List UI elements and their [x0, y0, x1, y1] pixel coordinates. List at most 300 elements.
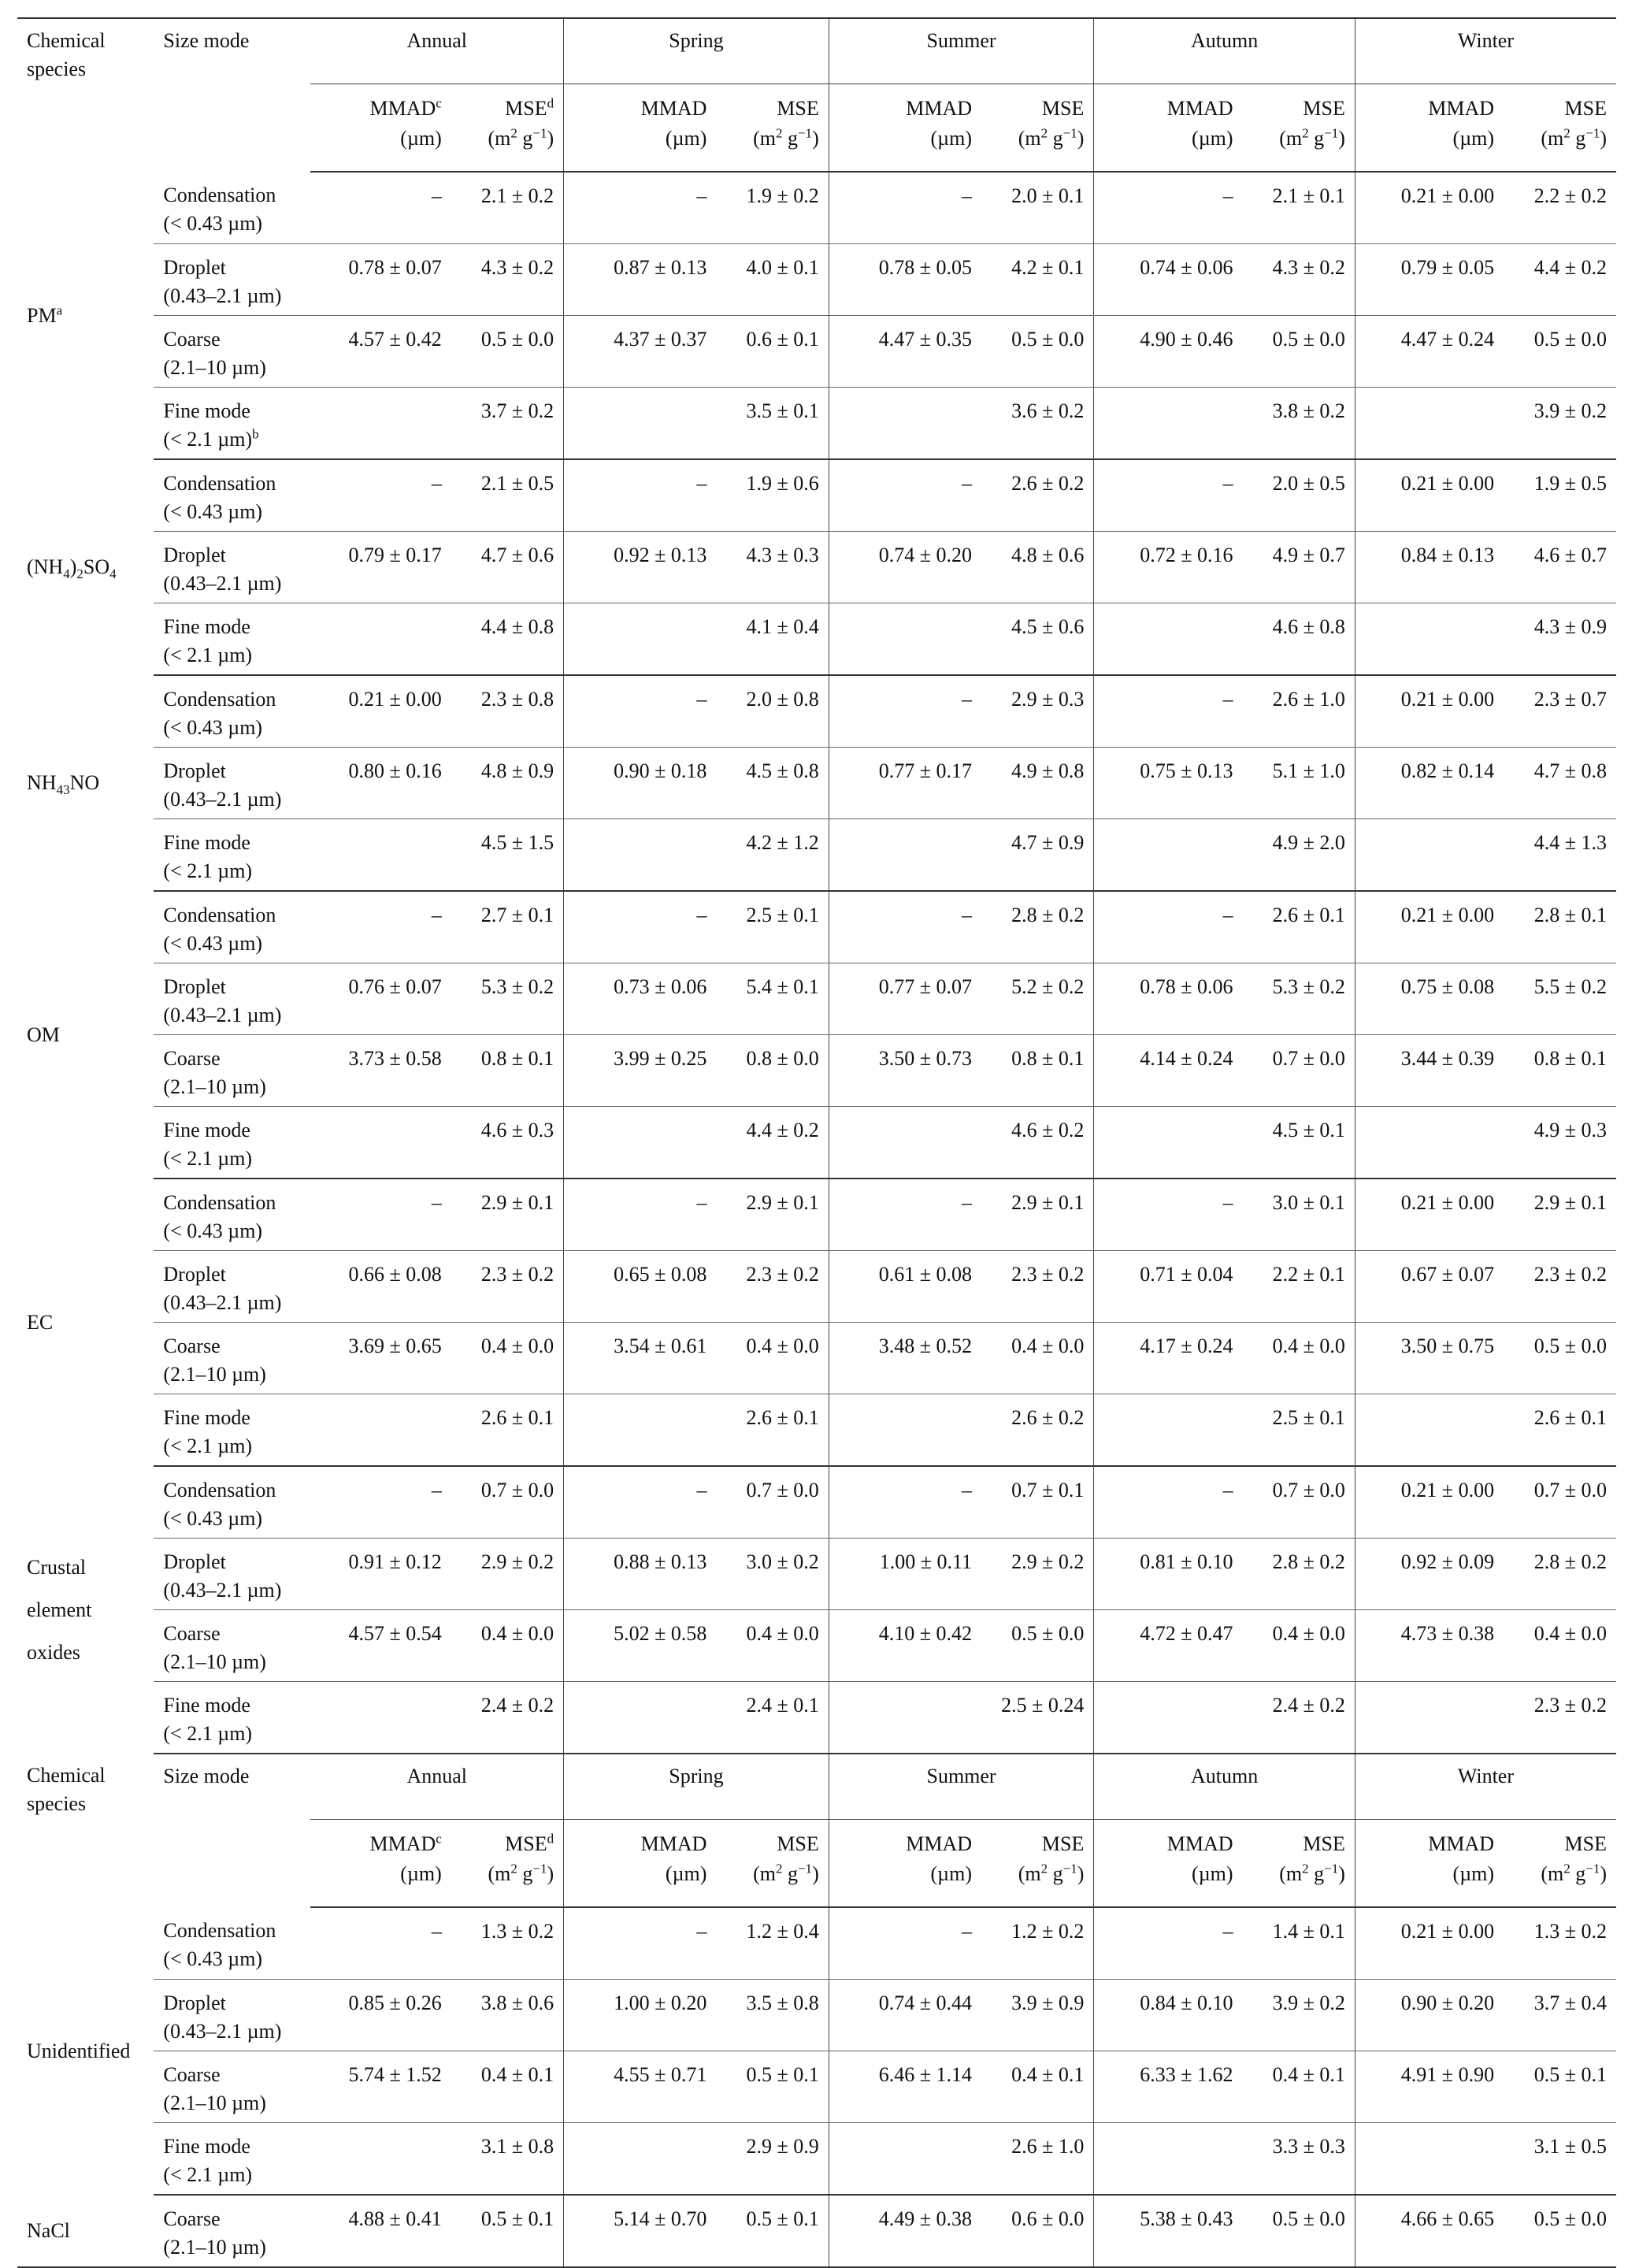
- size-mode-name: Droplet: [163, 1550, 226, 1573]
- mse-unit-part: (m: [753, 1862, 776, 1885]
- mse-value: 5.1 ± 1.0: [1243, 748, 1355, 819]
- size-mode-name: Condensation: [163, 688, 276, 711]
- mse-value: 3.9 ± 0.2: [1243, 1980, 1355, 2051]
- mse-value: 3.5 ± 0.1: [716, 388, 829, 460]
- mse-unit-part: ): [547, 1862, 554, 1885]
- season-label: Winter: [1457, 29, 1515, 52]
- table-row: [17, 1251, 1616, 1323]
- mse-unit-part: g: [1048, 127, 1063, 150]
- mse-label: MSE: [777, 1832, 819, 1855]
- mse-value: 2.9 ± 0.1: [981, 1179, 1094, 1251]
- size-mode-cell: [154, 316, 310, 388]
- mmad-value: [564, 1682, 717, 1754]
- species-formula-part: 4: [109, 566, 117, 582]
- mse-value: 4.7 ± 0.9: [981, 819, 1094, 892]
- size-mode-range: (< 0.43 µm): [163, 1507, 263, 1530]
- mse-value: 0.7 ± 0.1: [981, 1466, 1094, 1539]
- mmad-value: 4.57 ± 0.42: [310, 316, 451, 388]
- table-container: [17, 17, 1616, 2268]
- mmad-value: –: [310, 1466, 451, 1539]
- mmad-value: 0.92 ± 0.13: [564, 532, 717, 603]
- species-name: EC: [27, 1310, 54, 1334]
- mse-value: 0.7 ± 0.0: [1504, 1466, 1616, 1539]
- size-mode-range: (< 2.1 µm): [163, 2163, 253, 2186]
- mse-value: 0.8 ± 0.1: [451, 1035, 564, 1107]
- mse-unit-part: ): [547, 127, 554, 150]
- size-mode-cell: [154, 1610, 310, 1682]
- season-label: Autumn: [1191, 1765, 1259, 1787]
- mmad-value: [564, 2123, 717, 2196]
- size-mode-range: (< 2.1 µm): [163, 644, 253, 666]
- mmad-value: [310, 1394, 451, 1467]
- mmad-value: [1094, 1682, 1243, 1754]
- species-formula-part: (NH: [27, 555, 64, 578]
- mse-unit-part: ): [1600, 1862, 1607, 1885]
- season-header: [829, 1754, 1094, 1820]
- mse-value: 2.8 ± 0.2: [1243, 1539, 1355, 1610]
- mmad-value: 0.21 ± 0.00: [1355, 891, 1504, 963]
- mmad-value: [1094, 819, 1243, 892]
- mse-label: MSE: [1041, 97, 1085, 120]
- mse-value: 4.0 ± 0.1: [716, 244, 829, 316]
- mmad-value: [310, 819, 451, 892]
- mse-value: 1.3 ± 0.2: [1504, 1907, 1616, 1980]
- mmad-value: 4.47 ± 0.24: [1355, 316, 1504, 388]
- species-formula-part: ): [69, 555, 77, 578]
- mmad-unit: (µm): [1192, 1862, 1233, 1885]
- mse-unit-part: (m: [1279, 127, 1303, 150]
- mmad-value: [310, 1107, 451, 1179]
- mse-value: 0.7 ± 0.0: [716, 1466, 829, 1539]
- mse-header: [1243, 84, 1355, 173]
- size-mode-name: Fine mode: [163, 399, 250, 422]
- mmad-value: –: [829, 675, 981, 748]
- size-mode-cell: [154, 1466, 310, 1539]
- mmad-unit: (µm): [1192, 127, 1233, 150]
- mse-value: 5.4 ± 0.1: [716, 963, 829, 1035]
- mse-value: 3.8 ± 0.6: [451, 1980, 564, 2051]
- mse-value: 5.5 ± 0.2: [1504, 963, 1616, 1035]
- table-row: [17, 1682, 1616, 1754]
- mse-value: 3.9 ± 0.9: [981, 1980, 1094, 2051]
- size-mode-cell: [154, 244, 310, 316]
- mse-value: 4.7 ± 0.8: [1504, 748, 1616, 819]
- mse-value: 4.2 ± 1.2: [716, 819, 829, 892]
- mmad-value: 4.73 ± 0.38: [1355, 1610, 1504, 1682]
- table-row: [17, 244, 1616, 316]
- size-mode-cell: [154, 388, 310, 460]
- footnote-mark: a: [56, 302, 63, 317]
- size-mode-name: Droplet: [163, 256, 226, 279]
- species-cell: [17, 1466, 154, 1754]
- mse-unit-exp: 2: [1302, 1861, 1309, 1876]
- mmad-value: [564, 819, 717, 892]
- mse-unit-exp: −1: [797, 125, 813, 141]
- mse-value: 0.5 ± 0.0: [981, 316, 1094, 388]
- size-mode-range: (2.1–10 µm): [163, 2092, 266, 2114]
- mse-unit-part: g: [1570, 1862, 1586, 1885]
- mmad-value: 0.78 ± 0.05: [829, 244, 981, 316]
- species-cell: [17, 172, 154, 459]
- mse-header: [716, 84, 829, 173]
- mmad-value: –: [1094, 172, 1243, 244]
- species-header-label: Chemical species: [27, 29, 106, 80]
- mse-value: 2.3 ± 0.2: [981, 1251, 1094, 1323]
- mmad-value: 4.88 ± 0.41: [310, 2195, 451, 2267]
- mmad-value: 0.80 ± 0.16: [310, 748, 451, 819]
- size-mode-name: Coarse: [163, 1047, 221, 1070]
- size-mode-cell: [154, 1035, 310, 1107]
- mmad-value: 0.21 ± 0.00: [1355, 172, 1504, 244]
- species-header: [17, 18, 154, 172]
- season-label: Summer: [926, 29, 996, 52]
- mmad-value: [564, 1107, 717, 1179]
- mse-unit-exp: 2: [1040, 1861, 1048, 1876]
- size-mode-name: Droplet: [163, 1263, 226, 1286]
- mse-value: 2.2 ± 0.1: [1243, 1251, 1355, 1323]
- mmad-value: 0.85 ± 0.26: [310, 1980, 451, 2051]
- mmad-value: –: [310, 1907, 451, 1980]
- mse-label: MSE: [1564, 97, 1607, 120]
- mse-unit-exp: −1: [1062, 125, 1077, 141]
- mse-value: 1.9 ± 0.6: [716, 459, 829, 532]
- table-row: [17, 316, 1616, 388]
- size-mode-name: Condensation: [163, 1191, 276, 1214]
- mse-value: 0.5 ± 0.0: [1504, 1323, 1616, 1394]
- mmad-value: 5.38 ± 0.43: [1094, 2195, 1243, 2267]
- mmad-value: –: [1094, 891, 1243, 963]
- season-label: Winter: [1457, 1765, 1515, 1787]
- size-mode-cell: [154, 1980, 310, 2051]
- mse-value: 2.9 ± 0.2: [451, 1539, 564, 1610]
- mmad-value: –: [310, 891, 451, 963]
- mse-value: 4.9 ± 0.8: [981, 748, 1094, 819]
- season-header: [310, 1754, 563, 1820]
- mse-label: MSE: [1564, 1832, 1607, 1855]
- mse-value: 2.1 ± 0.1: [1243, 172, 1355, 244]
- header-row: [17, 18, 1616, 84]
- mse-unit-part: (m: [1279, 1862, 1303, 1885]
- mmad-value: [1094, 603, 1243, 676]
- mse-value: 2.5 ± 0.1: [1243, 1394, 1355, 1467]
- mmad-value: 0.61 ± 0.08: [829, 1251, 981, 1323]
- mmad-value: [1355, 1394, 1504, 1467]
- mmad-value: 0.91 ± 0.12: [310, 1539, 451, 1610]
- table-row: [17, 748, 1616, 819]
- mse-value: 0.4 ± 0.0: [451, 1323, 564, 1394]
- mmad-value: 4.90 ± 0.46: [1094, 316, 1243, 388]
- mmad-value: –: [564, 1179, 717, 1251]
- mse-value: 0.5 ± 0.0: [1504, 2195, 1616, 2267]
- table-row: [17, 2195, 1616, 2267]
- mmad-value: –: [1094, 1179, 1243, 1251]
- size-mode-name: Condensation: [163, 1479, 276, 1501]
- season-header: [1355, 18, 1616, 84]
- size-mode-range: (< 2.1 µm): [163, 1147, 253, 1170]
- mmad-label: MMAD: [369, 1832, 436, 1855]
- mse-label: MSE: [505, 97, 547, 120]
- species-cell: [17, 459, 154, 675]
- species-formula-part: 4: [63, 566, 70, 582]
- size-mode-name: Condensation: [163, 904, 276, 926]
- mse-value: 4.4 ± 0.2: [716, 1107, 829, 1179]
- mse-unit-part: (m: [488, 127, 511, 150]
- mmad-label: MMAD: [640, 97, 707, 120]
- species-formula-part: NH: [27, 771, 57, 794]
- mmad-value: [829, 819, 981, 892]
- mse-label: MSE: [505, 1832, 547, 1855]
- mse-value: 0.7 ± 0.0: [451, 1466, 564, 1539]
- size-mode-cell: [154, 1251, 310, 1323]
- mse-value: 4.3 ± 0.9: [1504, 603, 1616, 676]
- mmad-header: [829, 1820, 981, 1908]
- mse-value: 4.4 ± 0.2: [1504, 244, 1616, 316]
- species-formula-part: 3: [63, 782, 70, 798]
- mse-value: 0.4 ± 0.0: [1243, 1610, 1355, 1682]
- mse-unit-part: ): [1600, 127, 1607, 150]
- mmad-value: –: [564, 1466, 717, 1539]
- mse-value: 0.6 ± 0.1: [716, 316, 829, 388]
- season-header: [829, 18, 1094, 84]
- mse-value: 2.2 ± 0.2: [1504, 172, 1616, 244]
- mmad-value: 0.84 ± 0.10: [1094, 1980, 1243, 2051]
- mmad-value: [310, 388, 451, 460]
- mmad-value: 0.92 ± 0.09: [1355, 1539, 1504, 1610]
- mse-value: 4.7 ± 0.6: [451, 532, 564, 603]
- size-mode-range: (2.1–10 µm): [163, 2236, 266, 2259]
- size-mode-cell: [154, 172, 310, 244]
- mmad-value: 0.71 ± 0.04: [1094, 1251, 1243, 1323]
- mse-value: 3.7 ± 0.4: [1504, 1980, 1616, 2051]
- size-mode-cell: [154, 459, 310, 532]
- mse-value: 0.4 ± 0.0: [716, 1323, 829, 1394]
- mse-value: 2.5 ± 0.24: [981, 1682, 1094, 1754]
- size-mode-name: Fine mode: [163, 2135, 250, 2158]
- season-header: [1355, 1754, 1616, 1820]
- mse-value: 5.2 ± 0.2: [981, 963, 1094, 1035]
- mmad-unit: (µm): [1452, 127, 1495, 150]
- mse-value: 2.4 ± 0.2: [451, 1682, 564, 1754]
- mse-unit-part: ): [1077, 127, 1085, 150]
- mmad-value: [310, 2123, 451, 2196]
- mse-value: 4.5 ± 0.8: [716, 748, 829, 819]
- mse-value: 4.4 ± 1.3: [1504, 819, 1616, 892]
- size-mode-name: Droplet: [163, 544, 226, 566]
- table-row: [17, 1466, 1616, 1539]
- mse-unit-part: g: [782, 1862, 798, 1885]
- mse-value: 4.9 ± 0.3: [1504, 1107, 1616, 1179]
- mse-value: 1.4 ± 0.1: [1243, 1907, 1355, 1980]
- mse-value: 4.6 ± 0.8: [1243, 603, 1355, 676]
- mmad-value: 3.44 ± 0.39: [1355, 1035, 1504, 1107]
- size-mode-cell: [154, 532, 310, 603]
- mmad-value: 0.21 ± 0.00: [1355, 459, 1504, 532]
- mmad-value: –: [829, 1466, 981, 1539]
- mse-value: 1.9 ± 0.5: [1504, 459, 1616, 532]
- mse-label: MSE: [1041, 1832, 1085, 1855]
- mmad-value: –: [310, 172, 451, 244]
- size-mode-name: Condensation: [163, 184, 276, 206]
- mmad-unit: (µm): [665, 127, 707, 150]
- season-header: [1094, 1754, 1355, 1820]
- size-mode-name: Coarse: [163, 1334, 221, 1357]
- size-mode-range: (0.43–2.1 µm): [163, 2020, 282, 2043]
- size-mode-name: Fine mode: [163, 615, 250, 638]
- mse-value: 2.9 ± 0.9: [716, 2123, 829, 2196]
- mmad-value: 0.74 ± 0.06: [1094, 244, 1243, 316]
- mse-value: 0.7 ± 0.0: [1243, 1035, 1355, 1107]
- mmad-value: [829, 388, 981, 460]
- size-mode-cell: [154, 2051, 310, 2123]
- mse-value: 0.5 ± 0.0: [1504, 316, 1616, 388]
- size-mode-range: (2.1–10 µm): [163, 1363, 266, 1386]
- mse-unit-part: ): [1338, 1862, 1345, 1885]
- mse-value: 2.6 ± 0.1: [1243, 891, 1355, 963]
- mse-unit-part: (m: [1018, 1862, 1041, 1885]
- mse-unit-exp: 2: [775, 125, 783, 141]
- mse-unit-exp: 2: [1040, 125, 1048, 141]
- mse-unit-part: (m: [753, 127, 776, 150]
- mmad-unit: (µm): [665, 1862, 707, 1885]
- mmad-header: [564, 1820, 717, 1908]
- mse-value: 2.6 ± 1.0: [1243, 675, 1355, 748]
- mse-header: [1504, 1820, 1616, 1908]
- mmad-value: [1094, 2123, 1243, 2196]
- mmad-value: 3.48 ± 0.52: [829, 1323, 981, 1394]
- mse-value: 4.8 ± 0.9: [451, 748, 564, 819]
- season-label: Spring: [669, 29, 724, 52]
- mmad-value: –: [564, 459, 717, 532]
- mse-header: [1504, 84, 1616, 173]
- table-row: [17, 2123, 1616, 2196]
- mse-value: 0.8 ± 0.1: [1504, 1035, 1616, 1107]
- mmad-value: [829, 1107, 981, 1179]
- size-mode-cell: [154, 1539, 310, 1610]
- mse-value: 1.2 ± 0.2: [981, 1907, 1094, 1980]
- mse-header: [451, 1820, 564, 1908]
- size-mode-cell: [154, 1682, 310, 1754]
- mse-unit-part: g: [1308, 127, 1325, 150]
- mse-header: [451, 84, 564, 173]
- species-cell: [17, 1907, 154, 2195]
- mmad-value: 6.46 ± 1.14: [829, 2051, 981, 2123]
- size-mode-range: (< 0.43 µm): [163, 500, 263, 523]
- species-formula-part: 4: [56, 782, 64, 798]
- season-label: Annual: [406, 29, 467, 52]
- mse-value: 3.0 ± 0.1: [1243, 1179, 1355, 1251]
- mse-value: 0.5 ± 0.1: [1504, 2051, 1616, 2123]
- mse-header: [981, 84, 1094, 173]
- mmad-value: [564, 603, 717, 676]
- species-name: PM: [27, 303, 57, 327]
- size-mode-cell: [154, 1394, 310, 1467]
- mse-label: MSE: [777, 97, 819, 120]
- mse-unit-exp: 2: [1563, 1861, 1571, 1876]
- mmad-header: [310, 1820, 451, 1908]
- mse-value: 3.5 ± 0.8: [716, 1980, 829, 2051]
- size-mode-range: (2.1–10 µm): [163, 1075, 266, 1098]
- mse-value: 2.6 ± 0.1: [1504, 1394, 1616, 1467]
- size-mode-range: (0.43–2.1 µm): [163, 284, 282, 307]
- mse-value: 2.5 ± 0.1: [716, 891, 829, 963]
- table-row: [17, 459, 1616, 532]
- size-mode-range: (< 0.43 µm): [163, 1947, 263, 1970]
- mmad-value: –: [829, 172, 981, 244]
- size-mode-name: Condensation: [163, 1919, 276, 1942]
- size-mode-cell: [154, 1179, 310, 1251]
- mse-value: 2.6 ± 0.1: [716, 1394, 829, 1467]
- size-mode-name: Fine mode: [163, 1119, 250, 1141]
- mmad-value: 0.79 ± 0.05: [1355, 244, 1504, 316]
- mse-value: 2.9 ± 0.1: [1504, 1179, 1616, 1251]
- mmad-value: 4.57 ± 0.54: [310, 1610, 451, 1682]
- mse-unit-part: g: [517, 127, 533, 150]
- mse-value: 0.6 ± 0.0: [981, 2195, 1094, 2267]
- mmad-label: MMAD: [906, 1832, 973, 1855]
- season-label: Spring: [669, 1765, 724, 1787]
- mse-value: 2.3 ± 0.2: [1504, 1251, 1616, 1323]
- size-mode-cell: [154, 1107, 310, 1179]
- size-mode-name: Fine mode: [163, 1406, 250, 1429]
- mse-value: 2.6 ± 0.2: [981, 1394, 1094, 1467]
- size-mode-name: Droplet: [163, 1991, 226, 2014]
- mse-value: 2.1 ± 0.2: [451, 172, 564, 244]
- mmad-value: 0.77 ± 0.17: [829, 748, 981, 819]
- mse-value: 4.6 ± 0.3: [451, 1107, 564, 1179]
- season-header: [310, 18, 563, 84]
- table-row: [17, 388, 1616, 460]
- mmad-value: 4.55 ± 0.71: [564, 2051, 717, 2123]
- mse-value: 0.4 ± 0.0: [1243, 1323, 1355, 1394]
- mmad-header: [1355, 1820, 1504, 1908]
- mmad-value: 4.72 ± 0.47: [1094, 1610, 1243, 1682]
- table-body: [17, 18, 1616, 2267]
- mmad-value: 5.14 ± 0.70: [564, 2195, 717, 2267]
- mmad-label: MMAD: [1166, 97, 1233, 120]
- size-mode-range: (< 0.43 µm): [163, 932, 263, 955]
- size-mode-range: (< 2.1 µm): [163, 859, 253, 882]
- mse-unit-exp: −1: [1585, 1861, 1600, 1876]
- size-mode-range: (0.43–2.1 µm): [163, 1579, 282, 1602]
- mse-value: 4.3 ± 0.2: [1243, 244, 1355, 316]
- mmad-value: 4.37 ± 0.37: [564, 316, 717, 388]
- mmad-value: 0.84 ± 0.13: [1355, 532, 1504, 603]
- mse-value: 0.5 ± 0.0: [981, 1610, 1094, 1682]
- table-row: [17, 1323, 1616, 1394]
- mse-value: 3.3 ± 0.3: [1243, 2123, 1355, 2196]
- size-mode-cell: [154, 2195, 310, 2267]
- mse-unit-exp: −1: [1324, 1861, 1339, 1876]
- size-mode-range: (< 0.43 µm): [163, 212, 263, 235]
- mse-value: 0.7 ± 0.0: [1243, 1466, 1355, 1539]
- mse-value: 2.3 ± 0.7: [1504, 675, 1616, 748]
- mse-value: 2.6 ± 0.2: [981, 459, 1094, 532]
- mmad-value: –: [310, 459, 451, 532]
- mse-value: 2.4 ± 0.2: [1243, 1682, 1355, 1754]
- size-header-label: Size mode: [163, 1765, 250, 1787]
- mmad-header: [310, 84, 451, 173]
- mmad-value: 6.33 ± 1.62: [1094, 2051, 1243, 2123]
- species-cell: [17, 675, 154, 891]
- mse-value: 4.6 ± 0.7: [1504, 532, 1616, 603]
- mse-value: 0.4 ± 0.0: [981, 1323, 1094, 1394]
- mmad-value: –: [1094, 1907, 1243, 1980]
- season-header: [564, 1754, 829, 1820]
- mmad-value: [829, 1682, 981, 1754]
- size-mode-cell: [154, 1907, 310, 1980]
- mse-value: 4.4 ± 0.8: [451, 603, 564, 676]
- season-label: Summer: [926, 1765, 996, 1787]
